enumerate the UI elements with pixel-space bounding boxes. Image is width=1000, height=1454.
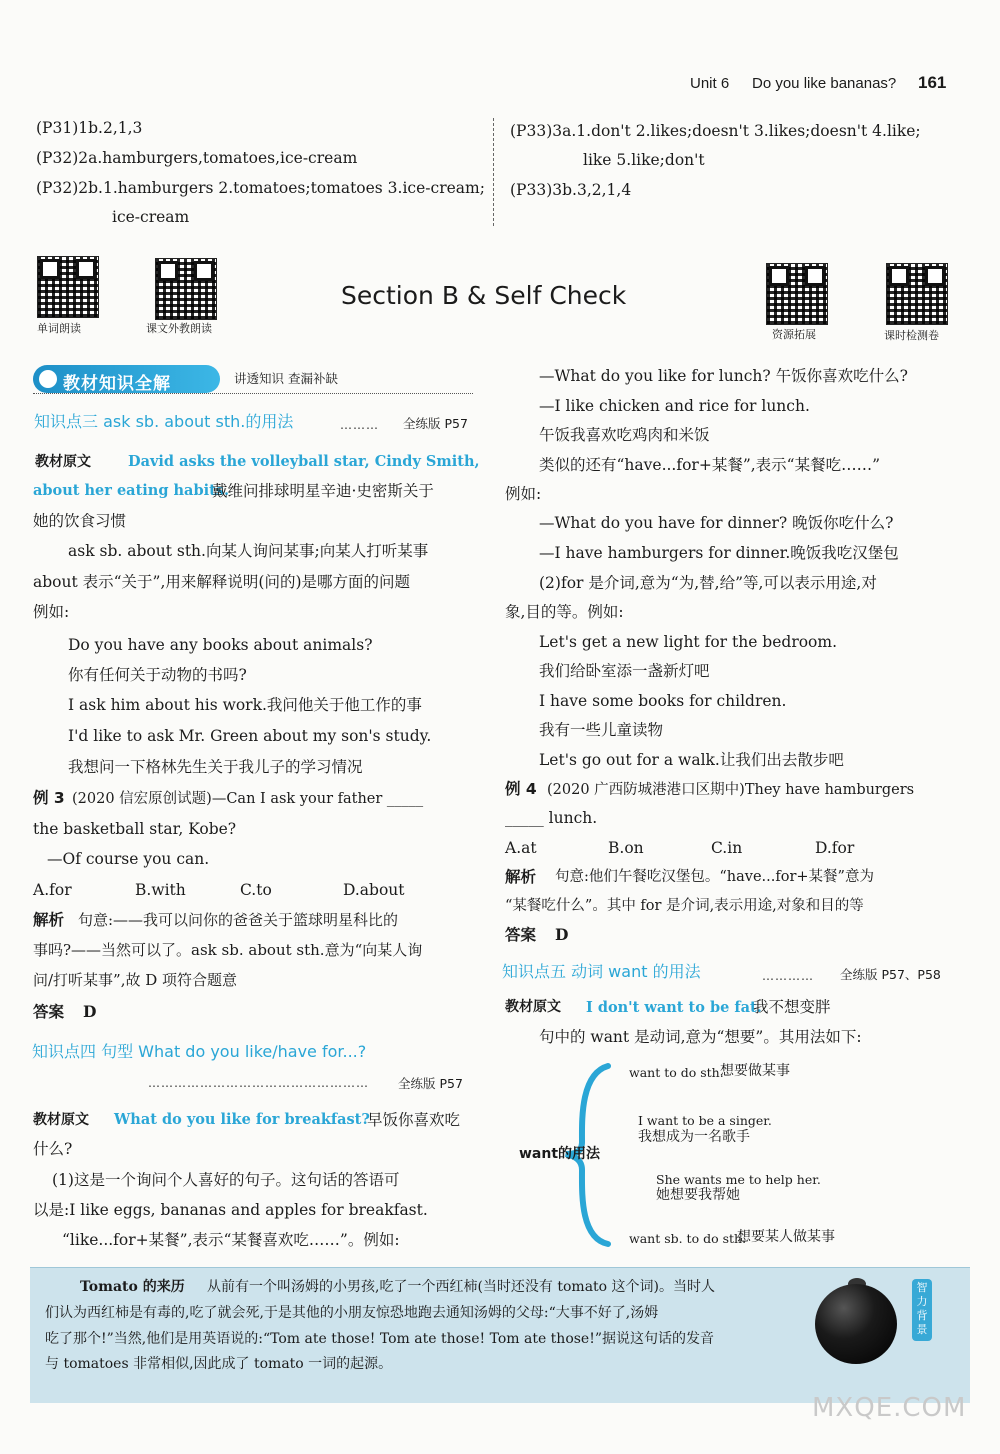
option: B.with [135,881,186,899]
side-badge: 智力背景 [912,1279,932,1341]
option: D.about [343,881,405,899]
kp5-ref: 全练版 P57、P58 [840,967,941,982]
answer-value: D [83,1002,97,1021]
banner-subtitle: 讲透知识 查漏补缺 [234,371,338,386]
qr-code[interactable] [766,263,828,325]
analysis-text: 句意:他们午餐吃汉堡包。“have...for+某餐”意为 [555,869,874,885]
option: A.for [33,881,72,899]
kp4-source-cn2: 什么? [33,1140,73,1158]
text-line: —What do you like for lunch? 午饭你喜欢吃什么? [539,367,908,385]
text-line: Let's get a new light for the bedroom. [539,633,838,651]
question-text: (2020 广西防城港港口区期中)They have hamburgers [547,782,915,798]
qr-code[interactable] [886,263,948,325]
option: C.to [240,881,272,899]
example-en: I'd like to ask Mr. Green about my son's study. [68,727,432,745]
unit-title: Do you like bananas? [752,75,897,92]
kp4-source-cn: 早饭你喜欢吃 [367,1111,461,1129]
analysis-text: 问/打听某事”,故 D 项符合题意 [33,971,238,989]
diagram-item-cn: 想要做某事 [720,1063,790,1079]
text-line: ask sb. about sth.向某人询问某事;向某人打听某事 [68,542,429,560]
text-line: (1)这是一个询问个人喜好的句子。这句话的答语可 [52,1171,400,1189]
speech-bubble-icon [39,370,57,388]
option: B.on [608,839,644,857]
kp3-title: 知识点三 ask sb. about sth.的用法 [34,412,294,431]
kp3-ref: 全练版 P57 [403,416,468,431]
diagram-item-en: I want to be a singer. [638,1113,772,1128]
watermark: MXQE.COM [812,1393,967,1423]
analysis-text: “某餐吃什么”。其中 for 是介词,表示用途,对象和目的等 [505,898,864,914]
divider [33,393,473,394]
story-line: 与 tomatoes 非常相似,因此成了 tomato 一词的起源。 [45,1356,393,1372]
text-line: 以是:I like eggs, bananas and apples for breakfast. [33,1201,428,1219]
question-text: the basketball star, Kobe? [33,820,237,838]
qr-label: 课文外教朗读 [146,322,212,335]
kp5-source-en: I don't want to be fat. [586,999,762,1016]
example-label: 例 3 [33,789,65,807]
question-text: (2020 信宏原创试题)—Can I ask your father _____ [72,791,424,807]
answer-line: (P33)3b.3,2,1,4 [510,181,632,199]
example-en: I ask him about his work.我问他关于他工作的事 [68,696,422,714]
example-en: Do you have any books about animals? [68,636,373,654]
story-line: 从前有一个叫汤姆的小男孩,吃了一个西红柿(当时还没有 tomato 这个词)。当时人 [207,1279,716,1295]
diagram-item-cn: 我想成为一名歌手 [638,1129,750,1145]
leader-dots: ………… [762,969,814,983]
example-cn: 你有任何关于动物的书吗? [68,666,247,684]
kp4-ref: 全练版 P57 [398,1076,463,1091]
column-divider [493,118,495,226]
option: A.at [505,839,537,857]
diagram-item-cn: 想要某人做某事 [737,1229,835,1245]
analysis-label: 解析 [33,911,65,929]
text-line: —I have hamburgers for dinner.晚饭我吃汉堡包 [539,544,899,562]
story-line: 们认为西红柿是有毒的,吃了就会死,于是其他的小朋友惊恐地跑去通知汤姆的父母:“大事不好了,汤姆 [45,1305,659,1321]
qr-label: 课时检测卷 [884,329,939,342]
option: D.for [815,839,855,857]
section-title: Section B & Self Check [341,281,627,310]
question-text: _____ lunch. [505,809,598,827]
analysis-text: 句意:——我可以问你的爸爸关于篮球明星科比的 [78,911,399,929]
source-label: 教材原文 [33,1112,89,1128]
tomato-image [815,1284,897,1364]
kp4-title: 知识点四 句型 What do you like/have for...? [32,1042,367,1061]
source-label: 教材原文 [505,999,561,1015]
text-line: about 表示“关于”,用来解释说明(问的)是哪方面的问题 [33,573,411,591]
kp3-source-en2: about her eating habits. [33,482,229,499]
kp3-source-cn: 戴维问排球明星辛迪·史密斯关于 [212,482,434,500]
answer-value: D [555,925,569,944]
text-line: 象,目的等。例如: [505,603,624,621]
answer-label: 答案 [33,1003,65,1021]
qr-label: 资源拓展 [772,328,816,341]
qr-code[interactable] [155,258,217,320]
leader-dots: ……… [340,418,379,432]
text-line: 午饭我喜欢吃鸡肉和米饭 [539,426,710,444]
text-line: 我有一些儿童读物 [539,721,664,739]
answer-line: (P32)2b.1.hamburgers 2.tomatoes;tomatoes 3.ice-cream; [36,179,485,197]
text-line: 句中的 want 是动词,意为“想要”。其用法如下: [539,1028,862,1046]
diagram-item-en: She wants me to help her. [656,1172,821,1187]
answer-line: (P32)2a.hamburgers,tomatoes,ice-cream [36,149,358,167]
analysis-text: 事吗?——当然可以了。ask sb. about sth.意为“向某人询 [33,941,423,959]
text-line: (2)for 是介词,意为“为,替,给”等,可以表示用途,对 [539,574,877,592]
kp3-source-cn2: 她的饮食习惯 [33,512,127,530]
qr-label: 单词朗读 [37,322,81,335]
diagram-item-en: want sb. to do sth. [629,1231,747,1246]
leader-dots: …………………………………………… [148,1076,369,1090]
answer-line: (P31)1b.2,1,3 [36,119,143,137]
text-line: 例如: [33,603,70,621]
text-line: Let's go out for a walk.让我们出去散步吧 [539,751,844,769]
page-number: 161 [918,73,947,92]
answer-line: ice-cream [112,208,190,226]
analysis-label: 解析 [505,868,537,886]
text-line: 类似的还有“have...for+某餐”,表示“某餐吃……” [539,456,881,474]
banner-label: 教材知识全解 [63,374,171,394]
answer-line: (P33)3a.1.don't 2.likes;doesn't 3.likes;doesn't 4.like; [510,122,921,140]
text-line: 例如: [505,485,542,503]
question-text: —Of course you can. [47,850,210,868]
kp5-source-cn: 我不想变胖 [753,998,831,1016]
answer-line: like 5.like;don't [583,151,705,169]
example-label: 例 4 [505,780,537,798]
kp5-title: 知识点五 动词 want 的用法 [502,962,701,981]
story-line: 吃了那个!”当然,他们是用英语说的:“Tom ate those! Tom ate those! Tom ate those!”据说这句话的发音 [45,1331,715,1347]
answer-label: 答案 [505,926,537,944]
qr-code[interactable] [37,256,99,318]
text-line: —What do you have for dinner? 晚饭你吃什么? [539,514,894,532]
text-line: I have some books for children. [539,692,787,710]
option: C.in [711,839,743,857]
text-line: —I like chicken and rice for lunch. [539,397,810,415]
diagram-item-cn: 她想要我帮她 [656,1187,740,1203]
text-line: 我们给卧室添一盏新灯吧 [539,662,710,680]
section-banner [33,365,220,393]
source-label: 教材原文 [35,454,91,470]
kp4-source-en: What do you like for breakfast? [114,1111,370,1128]
diagram-center-label: want的用法 [519,1146,601,1162]
text-line: “like...for+某餐”,表示“某餐喜欢吃……”。例如: [62,1231,400,1249]
unit-label: Unit 6 [690,75,730,92]
example-cn: 我想问一下格林先生关于我儿子的学习情况 [68,758,363,776]
diagram-item-en: want to do sth. [629,1065,724,1080]
kp3-source-en: David asks the volleyball star, Cindy Smith, [128,453,480,470]
story-title: Tomato 的来历 [80,1279,185,1295]
